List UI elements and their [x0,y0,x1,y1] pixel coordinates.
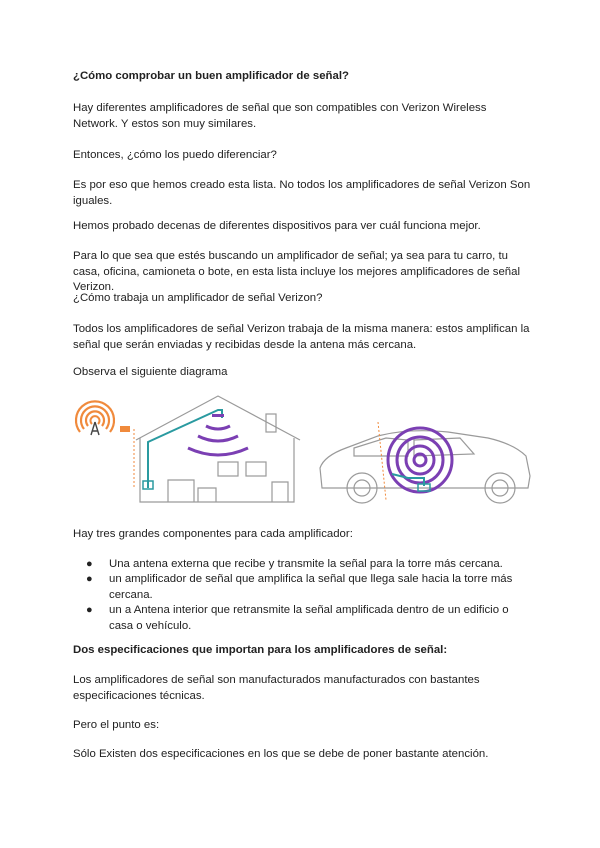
house-cable [148,410,222,488]
house-icon [136,396,300,502]
paragraph-differentiate: Entonces, ¿cómo los puedo diferenciar? [73,149,277,161]
bullet-icon: ● [86,604,93,616]
paragraph-all-work-same: Todos los amplificadores de señal Verizon trabaja de la misma manera: estos amplifican la señal que serán enviadas y recibidas desde la antena más cercana. [73,323,530,351]
bullet-icon: ● [86,573,93,585]
paragraph-how-works: ¿Cómo trabaja un amplificador de señal Verizon? [73,292,323,304]
bullet-text: un amplificador de señal que amplifica la señal que llega sale hacia la torre más cercana. [109,573,513,601]
paragraph-tested: Hemos probado decenas de diferentes dispositivos para ver cuál funciona mejor. [73,220,481,232]
paragraph-manufactured: Los amplificadores de señal son manufacturados manufacturados con bastantes especificaciones técnicas. [73,674,480,702]
heading-two-specs: Dos especificaciones que importan para los amplificadores de señal: [73,644,448,656]
paragraph-point: Pero el punto es: [73,719,160,731]
paragraph-list: Es por eso que hemos creado esta lista. No todos los amplificadores de señal Verizon Son iguales. [73,179,531,207]
bullet-icon: ● [86,558,93,570]
paragraph-two-specs-attention: Sólo Existen dos especificaciones en los que se debe de poner bastante atención. [73,748,489,760]
heading-check-amplifier: ¿Cómo comprobar un buen amplificador de señal? [73,70,349,82]
paragraph-compatible: Hay diferentes amplificadores de señal que son compatibles con Verizon Wireless Network. Y estos son muy similares. [73,102,487,130]
car-indoor-signal-icon [388,428,452,492]
bullet-text: Una antena externa que recibe y transmite la señal para la torre más cercana. [109,558,503,570]
bullet-text: un a Antena interior que retransmite la señal amplificada dentro de un edificio o casa o vehículo. [109,604,509,632]
outdoor-antenna-icon [120,426,130,432]
tower-antenna-icon [76,401,114,435]
amplifier-diagram [68,392,538,510]
paragraph-whatever: Para lo que sea que estés buscando un amplificador de señal; ya sea para tu carro, tu casa, oficina, camioneta o bote, en esta lista incluye los mejores amplificadores de señal Verizon. [73,250,521,293]
paragraph-observe-diagram: Observa el siguiente diagrama [73,366,228,378]
paragraph-three-components: Hay tres grandes componentes para cada amplificador: [73,528,353,540]
